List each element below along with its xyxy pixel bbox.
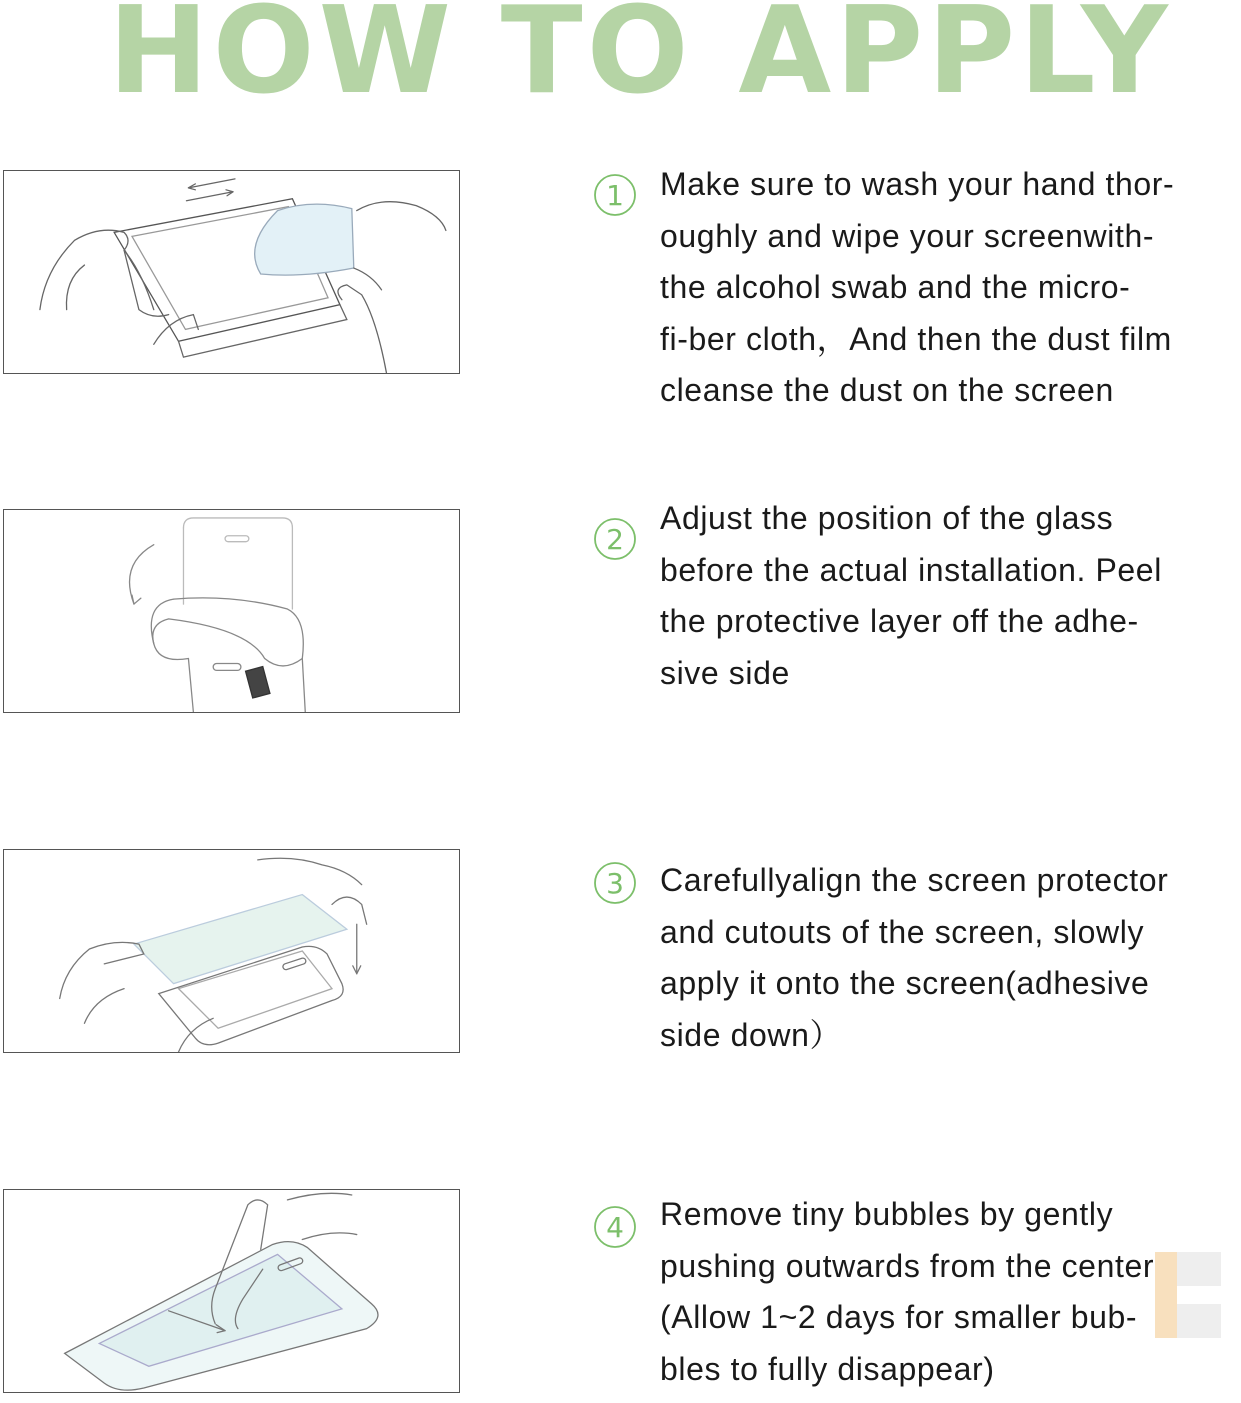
step-1-text: Make sure to wash your hand thor- oughly and wipe your screenwith- the alcohol swab and the micro- fi-ber cloth，And then the dust film cleanse the dust on the screen [660,166,1175,408]
wipe-screen-illustration [3,170,460,374]
step-3-text: Carefullyalign the screen protector and cutouts of the screen, slowly apply it onto the screen(adhesive side down） [660,862,1169,1053]
peel-layer-illustration [3,509,460,713]
svg-text:3: 3 [606,867,624,900]
svg-text:2: 2 [606,523,624,556]
watermark-logo-icon [1155,1252,1221,1338]
step-4-text: Remove tiny bubbles by gently pushing outwards from the center (Allow 1~2 days for smaller bub- bles to fully disappear) [660,1196,1155,1387]
step-number-4-icon [593,1205,637,1249]
step-number-2-icon [593,517,637,561]
align-protector-illustration [3,849,460,1053]
svg-text:4: 4 [606,1211,624,1244]
svg-text:1: 1 [606,179,624,212]
page-title: HOW TO APPLY [108,0,1172,121]
push-bubbles-illustration [3,1189,460,1393]
step-number-1-icon [593,173,637,217]
step-number-3-icon [593,861,637,905]
step-2-text: Adjust the position of the glass before the actual installation. Peel the protective layer off the adhe- sive side [660,500,1162,691]
